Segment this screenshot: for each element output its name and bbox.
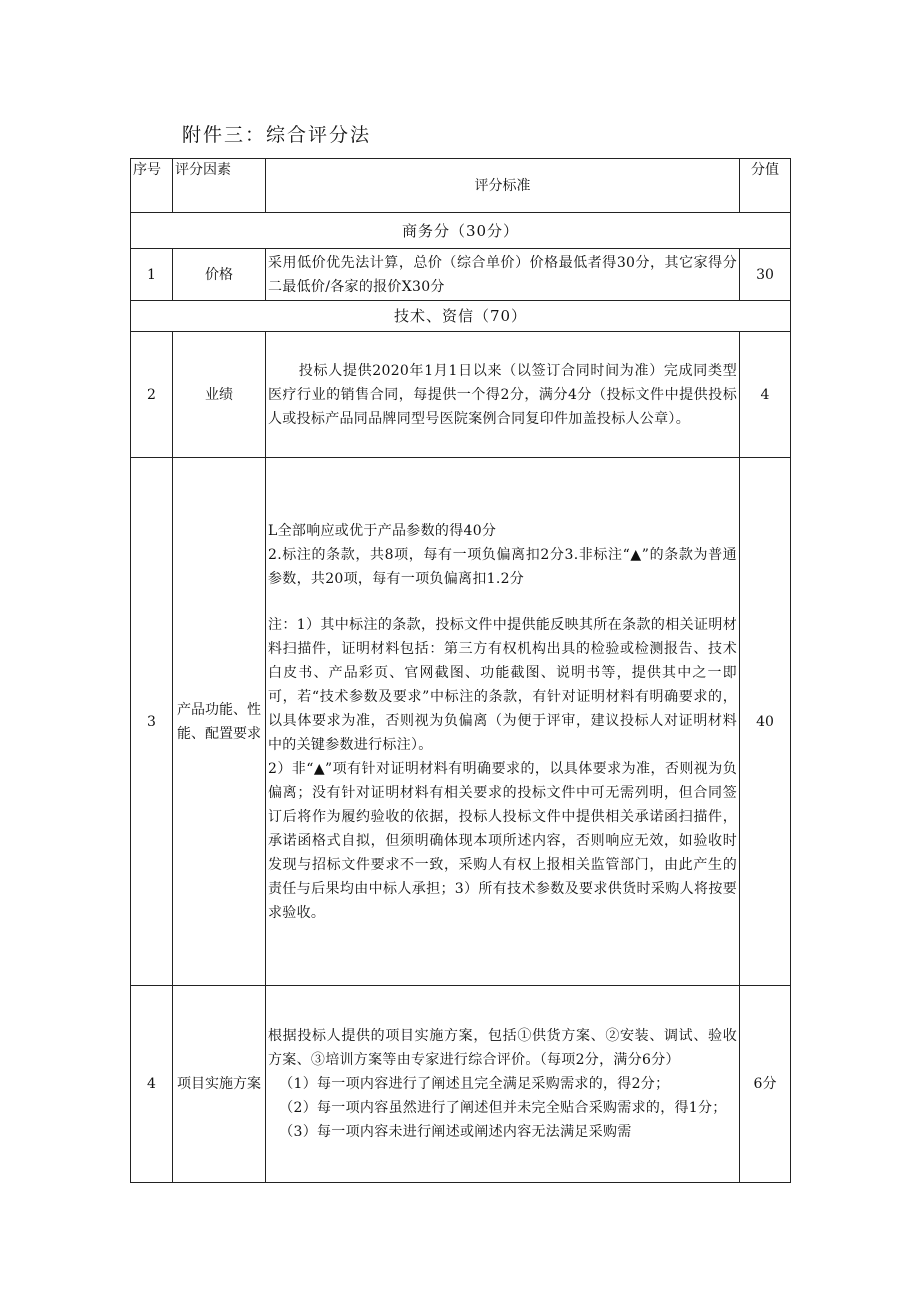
standard-text: （2）每一项内容虽然进行了阐述但并未完全贴合采购需求的，得1分；: [279, 1100, 727, 1116]
standard-text: 2）非“▲”项有针对证明材料有明确要求的，以具体要求为准，否则视为负偏离；没有针对证明材料有相关要求的投标文件中可无需列明，但合同签订后将作为履约验收的依据，投标人投标文件中提供相关承诺函扫描件，承诺函格式自拟，但须明确体现本项所述内容，否则响应无效，如验收时发现与招标文件要求不一致，采购人有权上报相关监管部门，由此产生的责任与后果均由中标人承担；3）所有技术参数及要求供货时采购人将按要求验收。: [268, 760, 737, 921]
row-points: 30: [740, 249, 791, 301]
row-points: 6分: [740, 986, 791, 1183]
standard-text: （3）每一项内容未进行阐述或阐述内容无法满足采购需: [279, 1124, 632, 1140]
table-row: [131, 986, 791, 1183]
row-no: 3: [131, 458, 173, 986]
standard-text: 采用低价优先法计算，总价（综合单价）价格最低者得30分，其它家得分二最低价/各家的报价X30分: [268, 254, 737, 295]
spacer: [268, 591, 737, 613]
header-factor: 评分因素: [173, 159, 266, 213]
row-no: 4: [131, 986, 173, 1183]
standard-text: 注：1）其中标注的条款，投标文件中提供能反映其所在条款的相关证明材料扫描件，证明材料包括：第三方有权机构出具的检验或检测报告、技术白皮书、产品彩页、官网截图、功能截图、说明书等，提供其中之一即可，若“技术参数及要求”中标注的条款，有针对证明材料有明确要求的，以具体要求为准，否则视为负偏离（为便于评审，建议投标人对证明材料中的关键参数进行标注）。: [268, 616, 737, 753]
row-no: 1: [131, 249, 173, 301]
row-standard: [266, 458, 740, 986]
page-title: 附件三：综合评分法: [182, 124, 372, 146]
row-points: 40: [740, 458, 791, 986]
scoring-table: [130, 158, 791, 1183]
row-no: 2: [131, 332, 173, 458]
table-row: [131, 249, 791, 301]
section-row-business: [131, 213, 791, 249]
table-row: [131, 332, 791, 458]
header-standard: 评分标准: [266, 159, 740, 213]
row-factor: 产品功能、性能、配置要求: [173, 458, 266, 986]
table-header-row: [131, 159, 791, 213]
standard-text: （1）每一项内容进行了阐述且完全满足采购需求的，得2分；: [279, 1076, 670, 1092]
row-standard: [266, 249, 740, 301]
header-points: 分值: [740, 159, 791, 213]
row-factor: 价格: [173, 249, 266, 301]
row-standard: [266, 986, 740, 1183]
section-business: 商务分（30分）: [131, 213, 791, 249]
standard-text: L全部响应或优于产品参数的得40分: [268, 522, 497, 539]
standard-text: 2.标注的条款，共8项，每有一项负偏离扣2分3.非标注“▲”的条款为普通参数，共20项，每有一项负偏离扣1.2分: [268, 546, 737, 587]
row-standard: [266, 332, 740, 458]
section-technical: 技术、资信（70）: [131, 301, 791, 332]
row-factor: 业绩: [173, 332, 266, 458]
standard-text: 根据投标人提供的项目实施方案，包括①供货方案、②安装、调试、验收方案、③培训方案等由专家进行综合评价。（每项2分，满分6分）: [268, 1028, 737, 1068]
table-row: [131, 458, 791, 986]
row-points: 4: [740, 332, 791, 458]
section-row-technical: [131, 301, 791, 332]
standard-text: 投标人提供2020年1月1日以来（以签订合同时间为准）完成同类型医疗行业的销售合同，每提供一个得2分，满分4分（投标文件中提供投标人或投标产品同品牌同型号医院案例合同复印件加盖投标人公章）。: [268, 362, 737, 427]
header-no: 序号: [131, 159, 173, 213]
row-factor: 项目实施方案: [173, 986, 266, 1183]
